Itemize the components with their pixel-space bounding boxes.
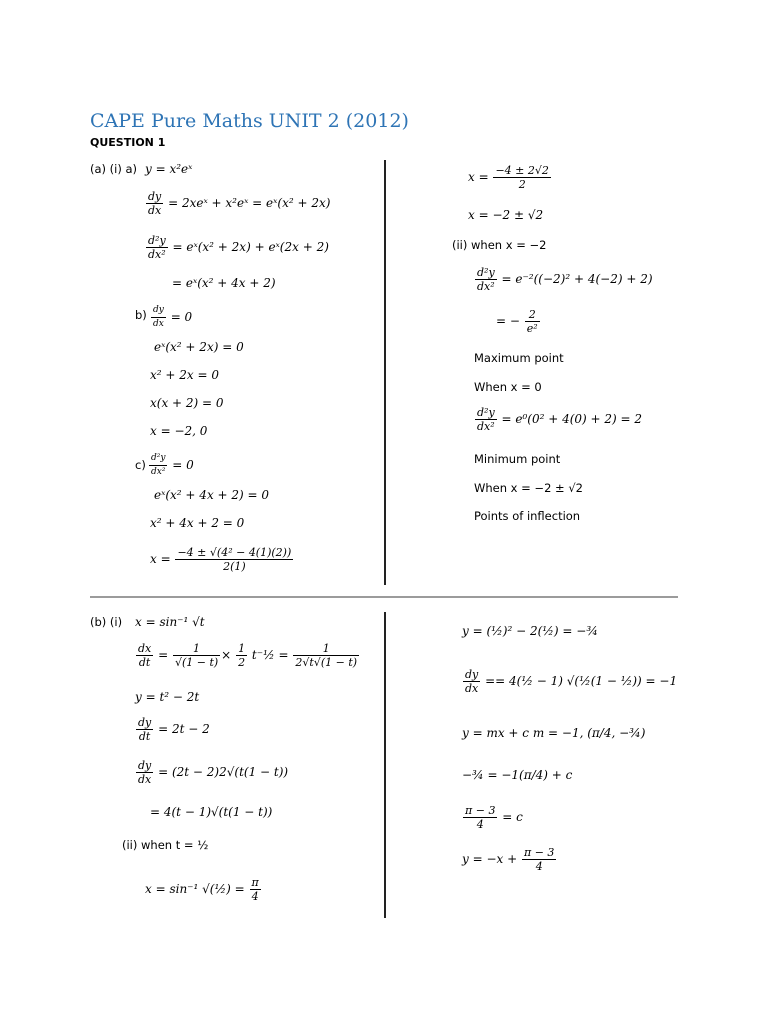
- eq-bl-1: x = sin⁻¹ √t: [135, 615, 205, 629]
- eq-ar-2: x = −2 ± √2: [468, 208, 544, 222]
- eq-c-1: eˣ(x² + 4x + 2) = 0: [154, 488, 270, 502]
- eq-b-1: eˣ(x² + 2x) = 0: [154, 340, 244, 354]
- eq-br-5: $\frac{\pi - 3}{4}$ = c: [465, 804, 523, 831]
- eq-a-1: y = x²eˣ: [145, 162, 193, 176]
- when-x-inflection-text: When x = −2 ± √2: [474, 481, 583, 495]
- eq-bl-5: $\frac{dy}{dx}$ = (2t − 2)2√(t(1 − t)): [138, 759, 289, 786]
- eq-bl-2: $\frac{dx}{dt}$ = $\frac{1}{√(1 - t)}$ × $\frac{1}{2}$ t⁻½ = $\frac{1}{2√t√(1 - t)}$: [138, 642, 358, 669]
- eq-c-0: $\frac{\text{d²y}}{\text{dx²}}$ = 0: [151, 453, 194, 477]
- eq-bl-7: x = sin⁻¹ √(½) = $\frac{\pi}{4}$: [145, 876, 259, 903]
- eq-a-3: $\frac{\text{d²y}}{\text{dx²}}$ = eˣ(x² + 2x) + eˣ(2x + 2): [148, 234, 329, 261]
- eq-c-3: x = $\frac{\text{−4 ± √(4² − 4(1)(2))}}{2(1)}$: [150, 546, 292, 573]
- eq-br-3: y = mx + c m = −1, (π/4, −¾): [462, 726, 646, 740]
- column-divider-b: [384, 612, 386, 918]
- eq-br-1: y = (½)² − 2(½) = −¾: [462, 624, 598, 638]
- eq-b-0: $\frac{dy}{dx}$ = 0: [153, 305, 193, 329]
- maximum-point-text: Maximum point: [474, 351, 564, 365]
- points-of-inflection-text: Points of inflection: [474, 509, 581, 523]
- eq-br-2: $\frac{dy}{dx}$ == 4(½ − 1) √(½(1 − ½)) = −1: [465, 668, 678, 695]
- part-b-sub-label: b): [135, 308, 147, 322]
- eq-ar-3: $\frac{\text{d²y}}{\text{dx²}}$ = e⁻²((−2)² + 4(−2) + 2): [477, 266, 653, 293]
- eq-c-2: x² + 4x + 2 = 0: [150, 516, 245, 530]
- eq-bl-4: $\frac{dy}{dt}$ = 2t − 2: [138, 716, 210, 743]
- eq-ar-1: x = $\frac{-4 \pm 2√2}{2}$: [468, 164, 549, 191]
- eq-bl-6: = 4(t − 1)√(t(1 − t)): [150, 805, 273, 819]
- when-x-0-text: When x = 0: [474, 380, 542, 394]
- part-ii-label: (ii) when x = −2: [452, 238, 547, 252]
- eq-br-6: y = −x + $\frac{\pi - 3}{4}$: [462, 846, 555, 873]
- part-a-label: (a) (i) a): [90, 162, 138, 176]
- eq-ar-7: $\frac{\text{d²y}}{\text{dx²}}$ = e⁰(0² + 4(0) + 2) = 2: [477, 406, 643, 433]
- eq-a-2: $\frac{dy}{dx}$ = 2xeˣ + x²eˣ = eˣ(x² + 2x): [148, 190, 331, 217]
- eq-bl-3: y = t² − 2t: [135, 690, 200, 704]
- eq-br-4: −¾ = −1(π/4) + c: [462, 768, 573, 782]
- eq-b-3: x(x + 2) = 0: [150, 396, 224, 410]
- part-c-sub-label: c): [135, 458, 146, 472]
- eq-b-4: x = −2, 0: [150, 424, 208, 438]
- part-bii-label: (ii) when t = ½: [122, 838, 209, 852]
- column-divider-a: [384, 160, 386, 585]
- page-title: CAPE Pure Maths UNIT 2 (2012): [90, 110, 409, 132]
- eq-ar-4: = − $\frac{2}{\text{e²}}$: [496, 308, 538, 335]
- section-divider: [90, 596, 678, 598]
- minimum-point-text: Minimum point: [474, 452, 561, 466]
- part-b-label: (b) (i): [90, 615, 123, 629]
- eq-b-2: x² + 2x = 0: [150, 368, 219, 382]
- eq-a-4: = eˣ(x² + 4x + 2): [172, 276, 276, 290]
- question-heading: QUESTION 1: [90, 136, 166, 149]
